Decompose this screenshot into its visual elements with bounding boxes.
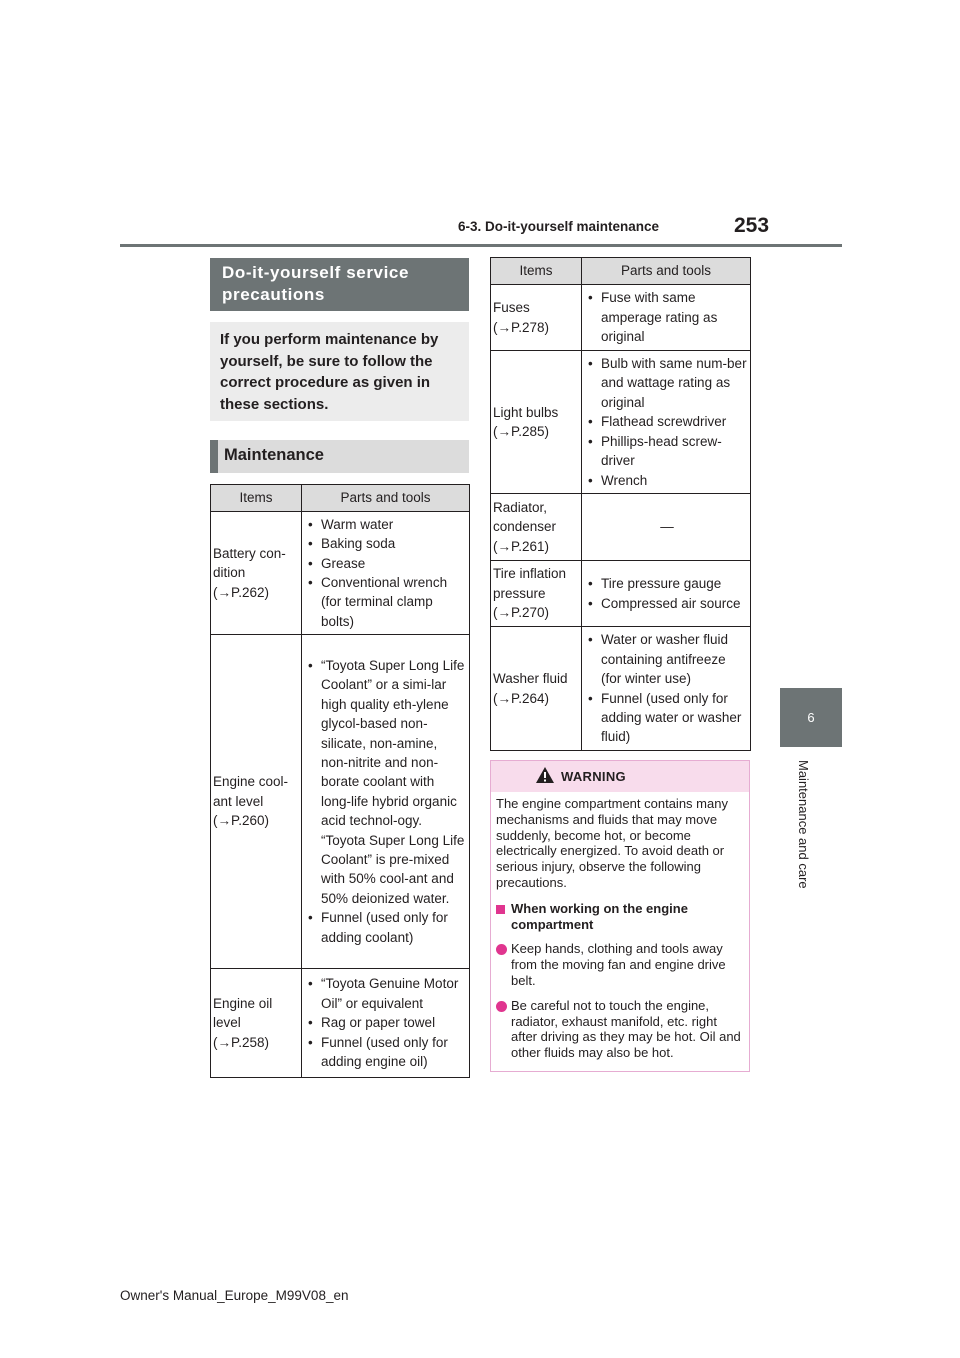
item-line: (→P.278) — [493, 319, 550, 335]
square-bullet-icon — [496, 905, 505, 914]
item-line: Engine cool- — [213, 774, 289, 790]
part-item: • Funnel (used only for adding coolant) — [306, 908, 467, 947]
column-header-parts: Parts and tools — [302, 485, 470, 512]
part-item: • Baking soda — [306, 534, 467, 553]
parts-cell — [582, 627, 751, 751]
part-item: • Wrench — [586, 471, 748, 490]
table-row — [491, 494, 751, 561]
maintenance-table-right — [490, 257, 751, 751]
part-item: • Funnel (used only for adding water or washer fluid) — [586, 689, 748, 747]
table-row — [491, 627, 751, 751]
part-item: • Flathead screwdriver — [586, 412, 748, 431]
item-line: (→P.270) — [493, 605, 550, 621]
table-row — [491, 561, 751, 627]
item-line: (→P.260) — [213, 813, 270, 829]
part-item: • Grease — [306, 554, 467, 573]
table-header-row — [211, 485, 470, 512]
item-cell — [491, 285, 582, 351]
item-line: Battery con- — [213, 545, 286, 561]
part-item: • Rag or paper towel — [306, 1013, 467, 1032]
item-line: condenser — [493, 519, 557, 535]
part-item: • Tire pressure gauge — [586, 574, 748, 593]
item-line: (→P.264) — [493, 690, 550, 706]
item-line: Engine oil — [213, 995, 273, 1011]
page-number: 253 — [734, 214, 770, 237]
item-line: level — [213, 1015, 241, 1031]
warning-box — [490, 760, 750, 1072]
header-divider — [120, 244, 842, 247]
item-line: Fuses — [493, 300, 530, 316]
circle-bullet-icon — [496, 944, 507, 955]
parts-cell — [302, 512, 470, 635]
warning-header — [491, 761, 749, 792]
intro-box: If you perform maintenance by yourself, be sure to follow the correct procedure as given in these sections. — [210, 322, 469, 421]
part-item: • Conventional wrench (for terminal clamp bolts) — [306, 573, 467, 631]
parts-cell — [302, 635, 470, 969]
item-cell — [491, 351, 582, 494]
part-item: • Fuse with same amperage rating as original — [586, 288, 748, 346]
warning-intro: The engine compartment contains many mechanisms and fluids that may move suddenly, become hot, or become electrically energized. To avoid death or serious injury, observe the following precautions. — [496, 796, 728, 890]
warning-title: WARNING — [561, 769, 626, 784]
parts-cell — [582, 561, 751, 627]
table-row — [211, 635, 470, 969]
maintenance-table-left — [210, 484, 470, 1078]
warning-point-text: Be careful not to touch the engine, radiator, exhaust manifold, etc. right after driving as they may be hot. Oil and other fluids may also be hot. — [511, 997, 741, 1061]
parts-cell-empty: — — [582, 494, 751, 561]
table-row — [491, 351, 751, 494]
item-line: ant level — [213, 793, 264, 809]
item-line: (→P.258) — [213, 1034, 270, 1050]
column-header-items: Items — [491, 258, 582, 285]
item-cell — [211, 635, 302, 969]
item-cell — [211, 969, 302, 1078]
maintenance-heading: Maintenance — [210, 440, 469, 473]
item-line: Tire inflation — [493, 566, 567, 582]
item-line: (→P.285) — [493, 424, 550, 439]
chapter-title: Maintenance and care — [796, 760, 811, 889]
part-item: • Warm water — [306, 515, 467, 534]
warning-point — [496, 941, 745, 988]
item-line: (→P.262) — [213, 584, 270, 600]
item-cell — [491, 494, 582, 561]
part-item: • Bulb with same num-ber and wattage rating as original — [586, 354, 748, 412]
circle-bullet-icon — [496, 1001, 507, 1012]
item-line: (→P.261) — [493, 538, 550, 554]
warning-subheading-text: When working on the engine compartment — [511, 900, 688, 932]
item-line: dition — [213, 565, 246, 581]
parts-cell — [582, 351, 751, 494]
table-row — [211, 512, 470, 635]
section-title: 6-3. Do-it-yourself maintenance — [458, 219, 660, 234]
item-cell — [211, 512, 302, 635]
part-item: • Compressed air source — [586, 594, 748, 613]
column-header-parts: Parts and tools — [582, 258, 751, 285]
part-item: • Water or washer fluid containing antifreeze (for winter use) — [586, 630, 748, 688]
part-item: • “Toyota Super Long Life Coolant” or a simi-lar high quality eth-ylene glycol-based non-silicate, non-amine, non-nitrite and non-borate coolant with long-life hybrid organic acid technol-ogy. “Toyota Super Long Life Coolant” is pre-mixed with 50% cool-ant and 50% deionized water. — [306, 656, 467, 908]
item-cell — [491, 561, 582, 627]
footer-text: Owner's Manual_Europe_M99V08_en — [120, 1288, 349, 1303]
item-cell — [491, 627, 582, 751]
warning-icon — [535, 766, 555, 784]
warning-point-text: Keep hands, clothing and tools away from the moving fan and engine drive belt. — [511, 941, 726, 988]
table-header-row — [491, 258, 751, 285]
warning-point — [496, 998, 745, 1061]
item-line: Radiator, — [493, 499, 548, 515]
part-item: • Phillips-head screw-driver — [586, 432, 748, 471]
part-item: • Funnel (used only for adding engine oil) — [306, 1033, 467, 1072]
parts-cell — [302, 969, 470, 1078]
column-header-items: Items — [211, 485, 302, 512]
part-item: • “Toyota Genuine Motor Oil” or equivalent — [306, 974, 467, 1013]
table-row — [491, 285, 751, 351]
section-heading: Do-it-yourself service precautions — [210, 258, 469, 311]
item-line: Light bulbs — [493, 404, 559, 420]
item-line: Washer fluid — [493, 671, 568, 687]
item-line: pressure — [493, 585, 546, 601]
parts-cell — [582, 285, 751, 351]
table-row — [211, 969, 470, 1078]
warning-subheading — [496, 901, 745, 933]
chapter-tab: 6 — [780, 688, 842, 747]
